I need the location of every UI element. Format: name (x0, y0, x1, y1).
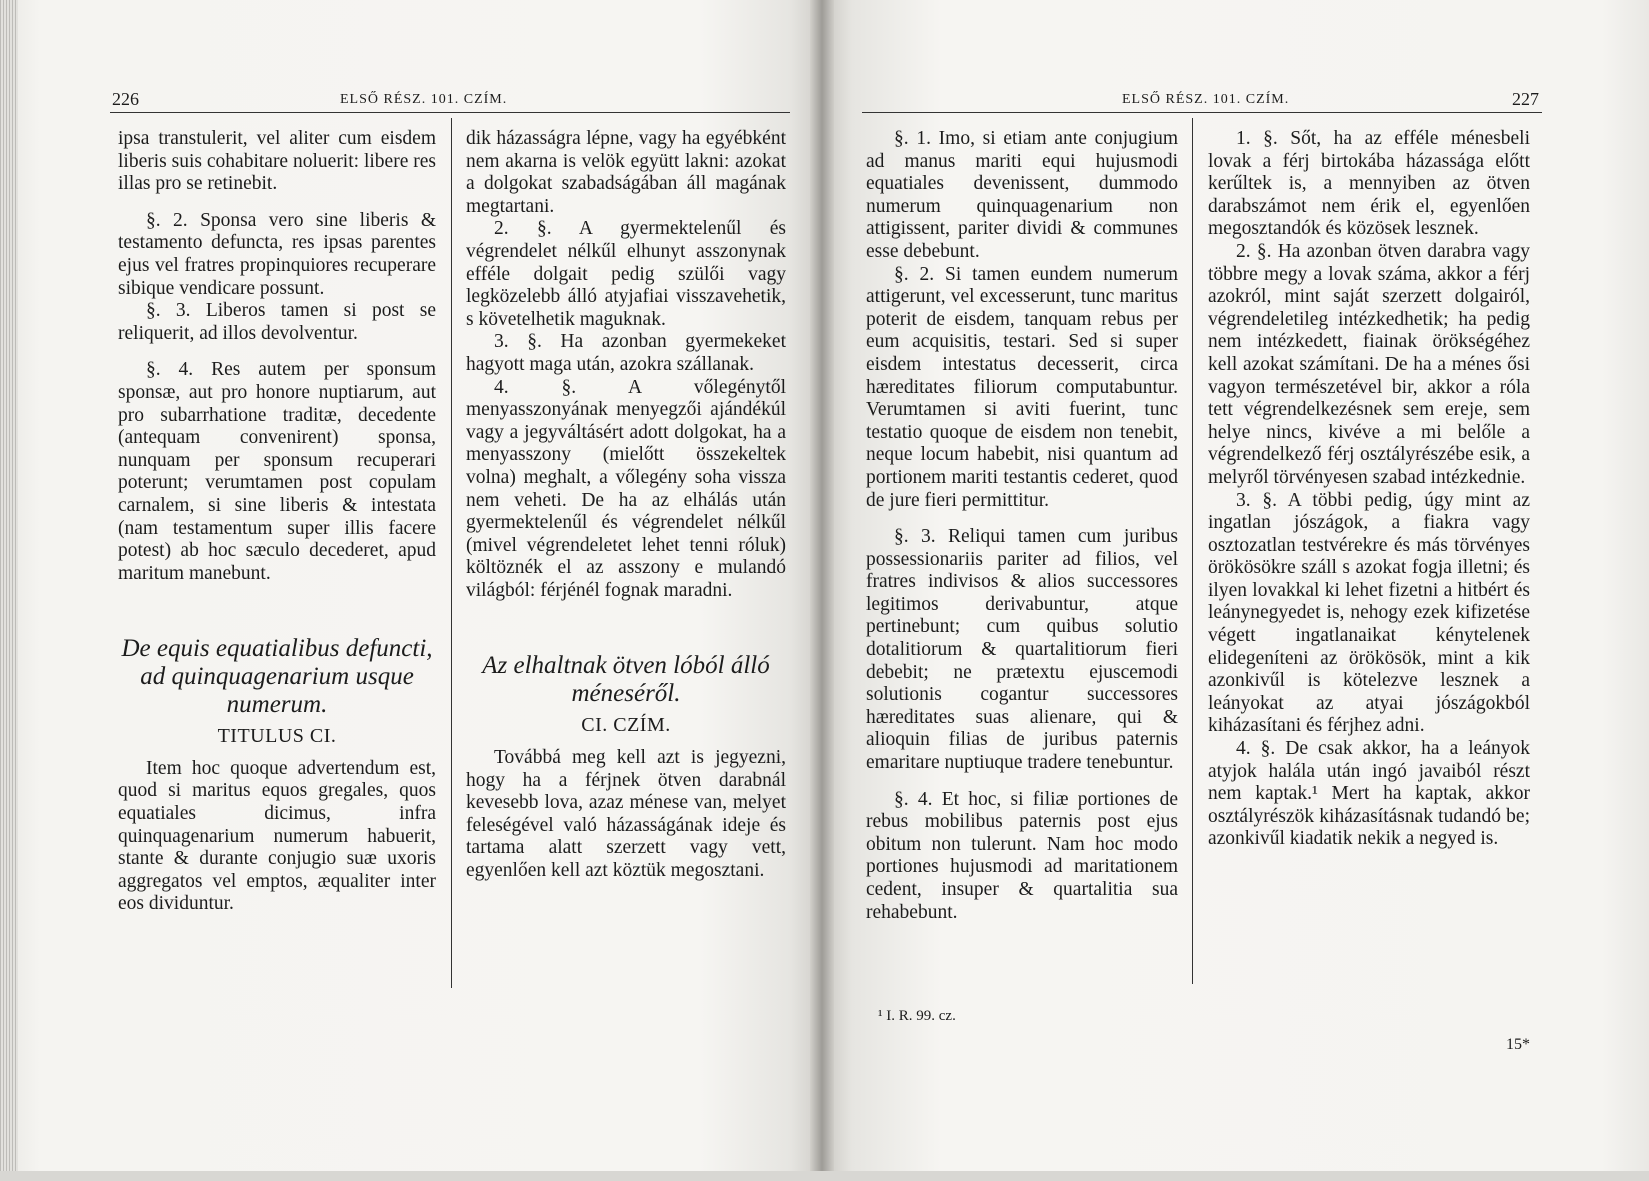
latin-column (118, 128, 436, 916)
hungarian-paragraph: 2. §. Ha azonban ötven darabra vagy többre megy a lovak száma, akkor a férj azokról, mint saját szerzett dolgairól, végrendeletileg intézkedhetik; ha pedig nem intézkedett, fiainak örökségéhez kell azokat számítani. De ha a ménes ősi vagyon természetével bir, akkor a róla tett végrendelkezésnek sem ereje, sem helye nincs, kivéve a mi belőle a végrendelkező férj osztályrészébe esik, a melyről törvényesen szabad intézkednie. (1208, 240, 1530, 488)
titulus: CI. CZÍM. (581, 714, 671, 737)
hungarian-paragraph: 3. §. Ha azonban gyermekeket hagyott maga után, azokra szállanak. (466, 331, 786, 375)
hungarian-paragraph: 2. §. A gyermektelenűl és végrendelet nélkűl elhunyt asszonynak efféle dolgait pedig szülői vagy legközelebb álló atyjafiai visszavehetik, s követelhetik maguknak. (466, 218, 786, 330)
titulus: TITULUS CI. (217, 725, 337, 748)
latin-paragraph: ipsa transtulerit, vel aliter cum eisdem liberis suis cohabitare noluerit: libere res illas pro se retinebit. (118, 128, 436, 195)
footnote: ¹ I. R. 99. cz. (878, 1008, 956, 1024)
latin-paragraph: §. 2. Si tamen eundem numerum attigerunt, vel excesserunt, tunc maritus poterit de eisdem, tanquam rebus per eum acquisitis, testari. Sed si super eisdem intestatus decesserit, circa hæreditates filiorum computabuntur. Verumtamen si aviti fuerint, tunc testatio quoque de eisdem non tenebit, neque locum habebit, nisi quantum ad portionem mariti testantis cederet, quod de jure fieri permittitur. (866, 263, 1178, 511)
signature-mark: 15* (1506, 1036, 1530, 1053)
page-number: 227 (1512, 89, 1539, 109)
page-number: 226 (112, 89, 139, 109)
hungarian-paragraph: 1. §. Sőt, ha az efféle ménesbeli lovak a férj birtokába házassága előtt kerűltek is, a mennyiben az ötven darabszámot nem érik el, egyenlően megosztandók és közösek lesznek. (1208, 128, 1530, 240)
left-page (0, 0, 822, 1181)
bottom-edge (0, 1171, 1649, 1181)
hungarian-paragraph: Továbbá meg kell azt is jegyezni, hogy ha a férjnek ötven darabnál kevesebb lova, azaz ménese van, melyet feleségével való házasságának ideje és tartama alatt szerzett vagy vett, egyenlően kell azt köztük megosztani. (466, 747, 786, 882)
section-heading: Az elhaltnak ötven lóból álló méneséről. (482, 652, 770, 708)
hungarian-paragraph: 4. §. De csak akkor, ha a leányok atyjok halála után ingó javaiból részt nem kaptak.¹ Mert ha kaptak, akkor osztályrészök kiházasításnak tudandó be; azonkivűl kiadatik nekik a negyed is. (1208, 738, 1530, 850)
latin-column (866, 128, 1178, 924)
latin-paragraph: §. 1. Imo, si etiam ante conjugium ad manus mariti equi hujusmodi equatiales devenissent, dummodo numerum quinquagenarium non attigissent, pariter dividi & communes esse debebunt. (866, 128, 1178, 262)
hungarian-paragraph: 3. §. A többi pedig, úgy mint az ingatlan jószágok, a fiakra vagy osztozatlan testvérekre és más törvényes örökösökre száll s azokat fogja illetni; és ilyen lovakkal ki lehet fizetni a hitbért és leánynegyedet is, nehogy ezek kifizetése végett ingatlanaikat kénytelenek elidegeníteni az örökösök, mint a kik azonkivűl is kötelezve lesznek a leányokat az atyai jószágokból kiházasítani és férjhez adni. (1208, 489, 1530, 737)
column-rule (451, 118, 452, 988)
latin-paragraph: §. 4. Et hoc, si filiæ portiones de rebus mobilibus paternis post ejus obitum non tulerunt. Nam hoc modo portiones hujusmodi ad maritationem cedent, insuper & quartalitia sua rehabebunt. (866, 788, 1178, 923)
header-rule (862, 112, 1542, 113)
section-heading: De equis equatialibus defuncti, ad quinquagenarium usque numerum. (121, 635, 433, 719)
running-head: ELSŐ RÉSZ. 101. CZÍM. (340, 92, 508, 107)
header-rule (110, 112, 790, 113)
book-gutter (810, 0, 834, 1181)
latin-paragraph: §. 2. Sponsa vero sine liberis & testamento defuncta, res ipsas parentes ejus vel fratres propinquiores recuperare sibique vendicare possunt. (118, 209, 436, 299)
latin-paragraph: §. 3. Reliqui tamen cum juribus possessionariis pariter ad filios, vel fratres indivisos & alios successores legitimos derivabuntur, atque pertinebunt; cum quibus solutio dotalitiorum & quartalitiorum fieri debebit; ne prætextu ejuscemodi solutionis cogantur successores hæreditates suas alienare, qui & alioquin filias de juribus paternis emaritare nuptiuque tradere tenebuntur. (866, 526, 1178, 774)
running-head: ELSŐ RÉSZ. 101. CZÍM. (1122, 92, 1290, 107)
page-edge (0, 0, 18, 1181)
hungarian-column (1208, 128, 1530, 851)
hungarian-paragraph: 4. §. A vőlegénytől menyasszonyának menyegzői ajándékúl vagy a jegyváltásért adott dolgokat, ha a menyasszony (mielőtt összekeltek volna) meghalt, a vőlegény soha vissza nem veheti. De ha az elhálás után gyermektelenűl és végrendelet nélkűl (mivel végrendeletet lehet tenni róluk) költöznék el az asszony e mulandó világból: férjénél fognak maradni. (466, 376, 786, 601)
latin-paragraph: §. 3. Liberos tamen si post se reliquerit, ad illos devolventur. (118, 300, 436, 344)
latin-paragraph: Item hoc quoque advertendum est, quod si maritus equos gregales, quos equatiales dicimus, infra quinquagenarium numerum habuerit, stante & durante conjugio suæ uxoris aggregatos vel emptos, æqualiter inter eos dividuntur. (118, 757, 436, 915)
hungarian-column (466, 128, 786, 883)
column-rule (1192, 118, 1193, 984)
right-page (822, 0, 1649, 1181)
hungarian-paragraph: dik házasságra lépne, vagy ha egyébként nem akarna is velök együtt lakni: azokat a dolgokat szabadságában áll magának megtartani. (466, 128, 786, 217)
latin-paragraph: §. 4. Res autem per sponsum sponsæ, aut pro honore nuptiarum, aut pro subarrhatione traditæ, decedente (antequam convenirent) sponsa, nunquam per sponsum recuperari poterunt; verumtamen post copulam carnalem, si sine liberis & intestata (nam testamentum super illis facere potest) ab hoc sæculo decederet, apud maritum manebunt. (118, 359, 436, 584)
